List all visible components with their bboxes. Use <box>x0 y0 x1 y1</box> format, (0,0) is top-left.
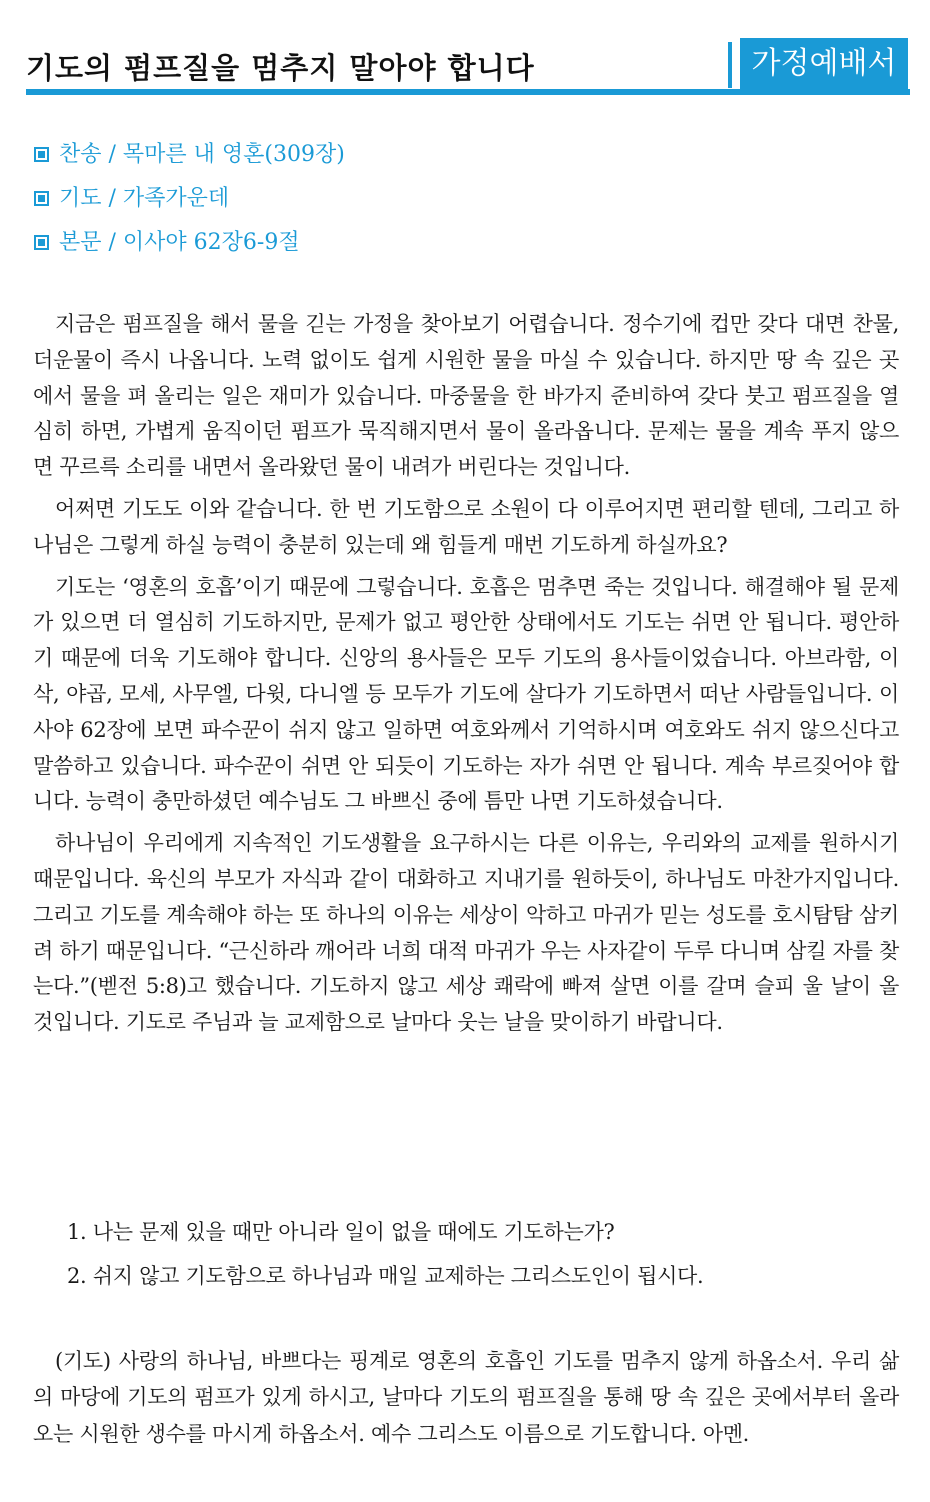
prayer-topic-text: 기도 / 가족가운데 <box>59 186 230 211</box>
hymn-item <box>34 133 345 177</box>
scripture-item <box>34 221 345 265</box>
question-item: 1. 나는 문제 있을 때만 아니라 일이 없을 때에도 기도하는가? <box>67 1220 615 1244</box>
body-paragraph: 어쩌면 기도도 이와 같습니다. 한 번 기도함으로 소원이 다 이루어지면 편리할 텐데, 그리고 하나님은 그렇게 하실 능력이 충분히 있는데 왜 힘들게 매번 기도하게 하실까요? <box>33 496 899 557</box>
square-bullet-icon <box>34 191 49 206</box>
scripture-text: 본문 / 이사야 62장6-9절 <box>59 230 300 255</box>
reflection-questions <box>67 1210 703 1298</box>
section-badge: 가정예배서 <box>740 38 908 90</box>
prayer-item <box>34 177 345 221</box>
body-paragraph: 하나님이 우리에게 지속적인 기도생활을 요구하시는 다른 이유는, 우리와의 교제를 원하시기 때문입니다. 육신의 부모가 자식과 같이 대화하고 지내기를 원하듯이, 하나님도 마찬가지입니다. 그리고 기도를 계속해야 하는 또 하나의 이유는 세상이 악하고 마귀가 믿는 성도를 호시탐탐 삼키려 하기 때문입니다. “근신하라 깨어라 너희 대적 마귀가 우는 사자같이 두루 다니며 삼킬 자를 찾는다.”(벧전 5:8)고 했습니다. 기도하지 않고 세상 쾌락에 빠져 살면 이를 갈며 슬피 울 날이 올 것입니다. 기도로 주님과 늘 교제함으로 날마다 웃는 날을 맞이하기 바랍니다. <box>33 831 899 1035</box>
closing-prayer: (기도) 사랑의 하나님, 바쁘다는 핑계로 영혼의 호흡인 기도를 멈추지 않게 하옵소서. 우리 삶의 마당에 기도의 펌프가 있게 하시고, 날마다 기도의 펌프질을 통해 땅 속 깊은 곳에서부터 올라오는 시원한 생수를 마시게 하옵소서. 예수 그리스도 이름으로 기도합니다. 아멘. <box>33 1349 899 1446</box>
body-paragraph: 기도는 ‘영혼의 호흡’이기 때문에 그렇습니다. 호흡은 멈추면 죽는 것입니다. 해결해야 될 문제가 있으면 더 열심히 기도하지만, 문제가 없고 평안한 상태에서도 기도는 쉬면 안 됩니다. 평안하기 때문에 더욱 기도해야 합니다. 신앙의 용사들은 모두 기도의 용사들이었습니다. 아브라함, 이삭, 야곱, 모세, 사무엘, 다윗, 다니엘 등 모두가 기도에 살다가 기도하면서 떠난 사람들입니다. 이사야 62장에 보면 파수꾼이 쉬지 않고 일하면 여호와께서 기억하시며 여호와도 쉬지 않으신다고 말씀하고 있습니다. 파수꾼이 쉬면 안 되듯이 기도하는 자가 쉬면 안 됩니다. 계속 부르짖어야 합니다. 능력이 충만하셨던 예수님도 그 바쁘신 중에 틈만 나면 기도하셨습니다. <box>33 574 899 814</box>
hymn-text: 찬송 / 목마른 내 영혼(309장) <box>59 142 345 167</box>
page-title: 기도의 펌프질을 멈추지 말아야 합니다 <box>26 51 535 85</box>
question-item: 2. 쉬지 않고 기도함으로 하나님과 매일 교제하는 그리스도인이 됩시다. <box>67 1264 704 1288</box>
worship-order-list <box>34 133 345 265</box>
body-paragraph: 지금은 펌프질을 해서 물을 긷는 가정을 찾아보기 어렵습니다. 정수기에 컵만 갖다 대면 찬물, 더운물이 즉시 나옵니다. 노력 없이도 쉽게 시원한 물을 마실 수 있습니다. 하지만 땅 속 깊은 곳에서 물을 펴 올리는 일은 재미가 있습니다. 마중물을 한 바가지 준비하여 갖다 붓고 펌프질을 열심히 하면, 가볍게 움직이던 펌프가 묵직해지면서 물이 올라옵니다. 문제는 물을 계속 푸지 않으면 꾸르륵 소리를 내면서 올라왔던 물이 내려가 버린다는 것입니다. <box>33 312 899 480</box>
header-rule <box>26 89 910 95</box>
badge-divider <box>728 42 732 88</box>
page-header <box>26 28 910 94</box>
sermon-body <box>33 307 899 1047</box>
square-bullet-icon <box>34 147 49 162</box>
square-bullet-icon <box>34 235 49 250</box>
